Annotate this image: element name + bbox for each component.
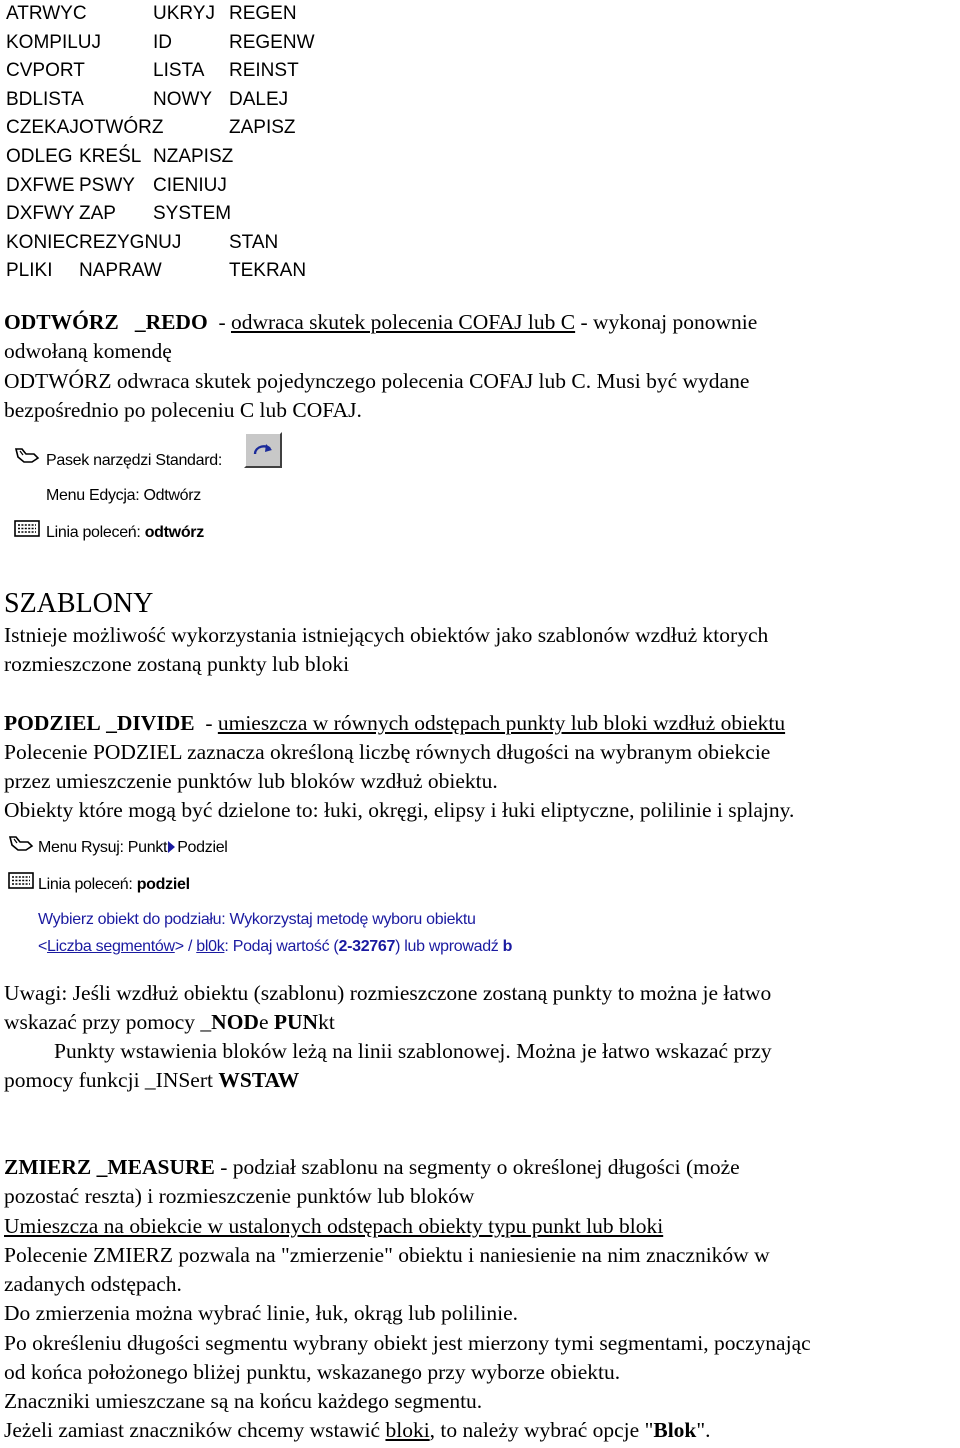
prompt-mid: : Podaj wartość ( — [224, 938, 339, 955]
pointer-hand-icon — [6, 833, 36, 859]
divide-menu-path — [38, 838, 228, 858]
command-name: ATRWYC — [6, 3, 87, 24]
measure-line-7: Po określeniu długości segmentu wybrany obiekt jest mierzony tymi segmentami, poczynając — [4, 1331, 811, 1355]
notes-pun: PUN — [273, 1010, 319, 1034]
redo-toolbar-label: Pasek narzędzi Standard: — [46, 452, 223, 469]
redo-arrow-icon — [246, 434, 280, 466]
measure-line-10-mid: , to należy wybrać opcje " — [429, 1418, 654, 1442]
command-name: NAPRAW — [79, 260, 162, 282]
command-name: REZYGNUJ — [79, 231, 182, 253]
measure-line-10-end: ". — [696, 1418, 711, 1442]
divide-title-line — [4, 709, 785, 738]
notes-e: e — [258, 1010, 274, 1034]
divide-line-3: przez umieszczenie punktów lub bloków wzdłuż obiektu. — [4, 769, 498, 793]
measure-title-line — [4, 1153, 740, 1182]
divide-description: umieszcza w równych odstępach punkty lub bloki wzdłuż obiektu — [217, 711, 786, 735]
notes-line-2-pre: wskazać przy pomocy _ — [4, 1010, 212, 1034]
divide-cmdline-label: Linia poleceń: — [38, 876, 137, 893]
divide-prompt-2 — [38, 937, 512, 957]
command-name: SYSTEM — [153, 203, 232, 225]
command-name: ZAP — [79, 203, 116, 225]
command-name: KOMPILUJ — [6, 31, 102, 53]
command-name: ODLEG — [6, 145, 73, 167]
measure-description: - podział szablonu na segmenty o określonej długości (może — [214, 1155, 740, 1179]
command-name: PSWY — [79, 174, 135, 196]
command-name: ID — [153, 31, 172, 53]
notes-nod: NOD — [211, 1010, 259, 1034]
redo-line-3: ODTWÓRZ odwraca skutek pojedynczego polecenia COFAJ lub C. Musi być wydane — [4, 369, 750, 393]
divide-menu-suffix: Podziel — [177, 839, 228, 856]
redo-cmd-pl: ODTWÓRZ — [4, 310, 119, 334]
command-name: REGENW — [229, 31, 315, 53]
templates-heading: SZABLONY — [4, 588, 154, 619]
keyboard-icon — [14, 519, 40, 539]
divide-menu-prefix: Menu Rysuj: Punkt — [38, 839, 168, 856]
measure-line-8: od końca położonego bliżej punktu, wskazanego przy wyborze obiektu. — [4, 1360, 621, 1384]
prompt-b-key: b — [502, 938, 513, 955]
command-name: BDLISTA — [6, 88, 84, 110]
option-segment-count[interactable]: Liczba segmentów — [47, 938, 175, 955]
command-name: DXFWY — [6, 203, 75, 225]
submenu-arrow-icon — [168, 841, 175, 853]
measure-line-10-pre: Jeżeli zamiast znaczników chcemy wstawić — [4, 1418, 386, 1442]
command-name: REINST — [229, 60, 299, 82]
divide-cmd-en: _DIVIDE — [106, 711, 195, 735]
notes-line-2 — [4, 1008, 335, 1037]
command-name: PLIKI — [6, 260, 53, 282]
divide-cmdline-value: podziel — [136, 876, 190, 893]
command-name: KREŚL — [79, 145, 142, 167]
notes-line-4-pre: pomocy funkcji _INSert — [4, 1068, 219, 1092]
divide-cmdline — [38, 875, 190, 895]
notes-line-1: Uwagi: Jeśli wzdłuż obiektu (szablonu) rozmieszczone zostaną punkty to można je łatwo — [4, 981, 772, 1005]
redo-title-line — [4, 308, 757, 337]
divide-cmd-pl: PODZIEL — [4, 711, 101, 735]
redo-menu-label: Menu Edycja: Odtwórz — [46, 487, 201, 504]
redo-description-rest: - wykonaj ponownie — [575, 310, 758, 334]
command-name: CIENIUJ — [153, 174, 227, 196]
pointer-hand-icon — [12, 445, 42, 471]
measure-cmd: ZMIERZ _MEASURE — [4, 1155, 215, 1179]
command-name: DXFWE — [6, 174, 75, 196]
measure-line-6: Do zmierzenia można wybrać linie, łuk, okrąg lub polilinie. — [4, 1301, 519, 1325]
prompt-separator: > / — [174, 938, 197, 955]
command-name: OTWÓRZ — [79, 117, 164, 139]
measure-line-3: Umieszcza na obiekcie w ustalonych odstępach obiekty typu punkt lub bloki — [4, 1214, 664, 1238]
divide-dash: - — [199, 711, 218, 735]
measure-bloki-link: bloki — [385, 1418, 430, 1442]
notes-line-4 — [4, 1066, 299, 1095]
option-block[interactable]: bl0k — [196, 938, 225, 955]
prompt-bracket-open: < — [38, 938, 48, 955]
redo-description: odwraca skutek polecenia COFAJ lub C — [230, 310, 576, 334]
notes-wstaw: WSTAW — [218, 1068, 300, 1092]
redo-dash: - — [218, 310, 226, 334]
measure-line-9: Znaczniki umieszczane są na końcu każdego segmentu. — [4, 1389, 483, 1413]
templates-line-2: rozmieszczone zostaną punkty lub bloki — [4, 652, 350, 676]
command-name: STAN — [229, 231, 279, 253]
prompt-end: ) lub wprowadź — [395, 938, 503, 955]
redo-cmdline-label: Linia poleceń: — [46, 524, 145, 541]
redo-line-4: bezpośrednio po poleceniu C lub COFAJ. — [4, 398, 362, 422]
keyboard-icon — [8, 871, 34, 891]
command-name: REGEN — [229, 3, 297, 24]
redo-line-2: odwołaną komendę — [4, 339, 172, 363]
command-name: TEKRAN — [229, 260, 307, 282]
redo-cmd-en: _REDO — [134, 310, 208, 334]
divide-line-4: Obiekty które mogą być dzielone to: łuki, okręgi, elipsy i łuki eliptyczne, polilinie i splajny. — [4, 798, 795, 822]
command-name: DALEJ — [229, 88, 289, 110]
measure-blok-option: Blok — [653, 1418, 697, 1442]
divide-prompt-1: Wybierz obiekt do podziału: Wykorzystaj metodę wyboru obiektu — [38, 911, 476, 928]
command-name: ZAPISZ — [229, 117, 296, 139]
measure-line-5: zadanych odstępach. — [4, 1272, 182, 1296]
command-name: NOWY — [153, 88, 213, 110]
command-name: LISTA — [153, 60, 205, 82]
prompt-range: 2-32767 — [338, 938, 396, 955]
command-name: CVPORT — [6, 60, 85, 82]
command-name: NZAPISZ — [153, 145, 234, 167]
redo-toolbar-button[interactable] — [244, 432, 282, 468]
measure-line-4: Polecenie ZMIERZ pozwala na "zmierzenie" obiektu i naniesienie na nim znaczników w — [4, 1243, 770, 1267]
command-name: KONIEC — [6, 231, 79, 253]
measure-line-2: pozostać reszta) i rozmieszczenie punktów lub bloków — [4, 1184, 475, 1208]
command-name: UKRYJ — [153, 3, 215, 24]
command-name: CZEKAJ — [6, 117, 79, 139]
redo-cmdline-value: odtwórz — [144, 524, 204, 541]
measure-line-10 — [4, 1416, 711, 1445]
notes-kt: kt — [318, 1010, 335, 1034]
redo-cmdline — [46, 523, 204, 543]
templates-line-1: Istnieje możliwość wykorzystania istniejących obiektów jako szablonów wzdłuż ktorych — [4, 623, 769, 647]
divide-line-2: Polecenie PODZIEL zaznacza określoną liczbę równych długości na wybranym obiekcie — [4, 740, 771, 764]
notes-line-3: Punkty wstawienia bloków leżą na linii szablonowej. Można je łatwo wskazać przy — [54, 1039, 772, 1063]
